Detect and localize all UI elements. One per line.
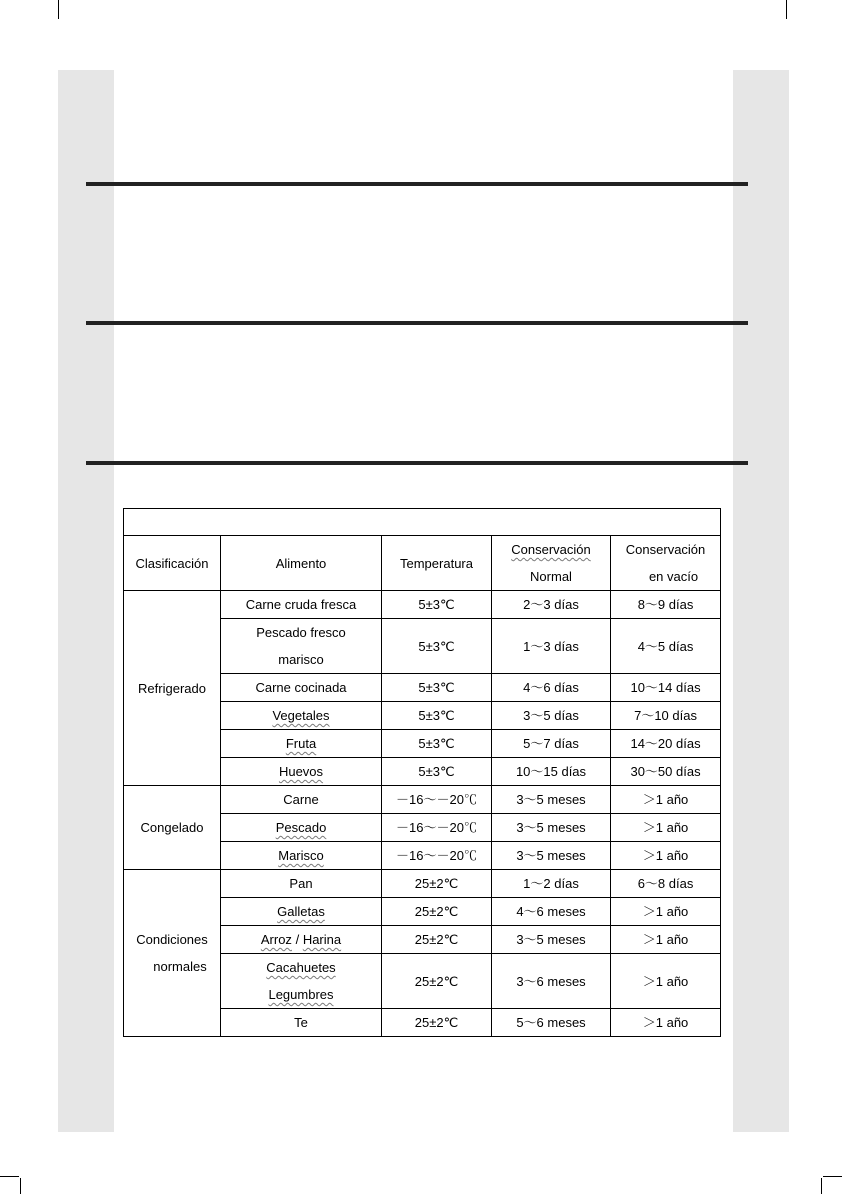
right-margin-band [733, 70, 789, 1132]
temp-cell: －16～－20℃ [382, 842, 492, 870]
temp-cell: 25±2℃ [382, 870, 492, 898]
food-cell [221, 898, 382, 926]
crop-mark-top-right [786, 0, 787, 19]
section-divider-3 [86, 461, 748, 465]
temp-cell: 25±2℃ [382, 954, 492, 1009]
food-cell [221, 758, 382, 786]
crop-mark-bottom-left [0, 1176, 19, 1177]
vacuum-cell: ＞1 año [611, 926, 721, 954]
vacuum-cell: ＞1 año [611, 786, 721, 814]
food-text: Galletas [277, 904, 325, 919]
normal-cell: 5～6 meses [492, 1009, 611, 1037]
vacuum-cell: 4～5 días [611, 619, 721, 674]
table-row [124, 591, 721, 619]
food-line1: Pescado fresco [256, 625, 346, 640]
food-cell: Pan [221, 870, 382, 898]
normal-cell: 3～5 meses [492, 786, 611, 814]
food-text: Marisco [278, 848, 324, 863]
vacuum-cell: ＞1 año [611, 898, 721, 926]
temp-cell: 25±2℃ [382, 898, 492, 926]
normal-cell: 4～6 meses [492, 898, 611, 926]
food-cell: Te [221, 1009, 382, 1037]
normal-cell: 10～15 días [492, 758, 611, 786]
normal-cell: 3～6 meses [492, 954, 611, 1009]
vacuum-cell: 6～8 días [611, 870, 721, 898]
temp-cell: 25±2℃ [382, 926, 492, 954]
header-conservacion-vacio-line1: Conservación [625, 542, 706, 557]
crop-mark-bottom-right-vertical [821, 1178, 822, 1194]
food-cell [221, 926, 382, 954]
header-conservacion-vacio-line2: en vacío [648, 569, 699, 584]
food-line2: marisco [278, 652, 324, 667]
food-cell [221, 702, 382, 730]
temp-cell: 5±3℃ [382, 730, 492, 758]
vacuum-cell: ＞1 año [611, 814, 721, 842]
normal-cell: 1～3 días [492, 619, 611, 674]
header-conservacion-normal [492, 536, 611, 591]
food-cell [221, 619, 382, 674]
table-title [124, 509, 721, 536]
food-text-part2: Harina [302, 932, 342, 947]
header-clasificacion: Clasificación [124, 536, 221, 591]
group-congelado: Congelado [124, 786, 221, 870]
temp-cell: 5±3℃ [382, 702, 492, 730]
header-conservacion-normal-line2: Normal [530, 569, 572, 584]
normal-cell: 1～2 días [492, 870, 611, 898]
temp-cell: 5±3℃ [382, 591, 492, 619]
food-cell: Carne cruda fresca [221, 591, 382, 619]
food-cell: Carne [221, 786, 382, 814]
temp-cell: 5±3℃ [382, 674, 492, 702]
vacuum-cell: ＞1 año [611, 954, 721, 1009]
temp-cell: 5±3℃ [382, 619, 492, 674]
vacuum-cell: ＞1 año [611, 1009, 721, 1037]
food-cell [221, 954, 382, 1009]
temp-cell: 5±3℃ [382, 758, 492, 786]
normal-cell: 3～5 días [492, 702, 611, 730]
temp-cell: 25±2℃ [382, 1009, 492, 1037]
header-alimento: Alimento [221, 536, 382, 591]
group-condiciones-normales [124, 870, 221, 1037]
group-refrigerado: Refrigerado [124, 591, 221, 786]
food-cell [221, 730, 382, 758]
temp-cell: －16～－20℃ [382, 814, 492, 842]
food-text-part1: Arroz [260, 932, 292, 947]
vacuum-cell: 30～50 días [611, 758, 721, 786]
header-conservacion-vacio [611, 536, 721, 591]
section-divider-1 [86, 182, 748, 186]
food-cell: Carne cocinada [221, 674, 382, 702]
normal-cell: 3～5 meses [492, 814, 611, 842]
group-line2: normales [153, 959, 207, 974]
crop-mark-top-left [58, 0, 59, 19]
food-cell [221, 842, 382, 870]
normal-cell: 4～6 días [492, 674, 611, 702]
crop-mark-bottom-left-vertical [20, 1178, 21, 1194]
left-margin-band [58, 70, 114, 1132]
food-cell [221, 814, 382, 842]
normal-cell: 3～5 meses [492, 842, 611, 870]
vacuum-cell: 8～9 días [611, 591, 721, 619]
food-text-separator: / [295, 932, 300, 947]
section-divider-2 [86, 321, 748, 325]
header-conservacion-normal-line1: Conservación [511, 542, 591, 557]
normal-cell: 5～7 días [492, 730, 611, 758]
table-header-row [124, 536, 721, 591]
food-storage-table [123, 508, 721, 1037]
food-line2: Legumbres [268, 987, 334, 1002]
normal-cell: 3～5 meses [492, 926, 611, 954]
food-text: Huevos [278, 764, 324, 779]
table-row [124, 786, 721, 814]
table-row [124, 870, 721, 898]
group-line1: Condiciones [136, 932, 208, 947]
food-line1: Cacahuetes [266, 960, 336, 975]
normal-cell: 2～3 días [492, 591, 611, 619]
vacuum-cell: 7～10 días [611, 702, 721, 730]
temp-cell: －16～－20℃ [382, 786, 492, 814]
food-text: Fruta [285, 736, 317, 751]
vacuum-cell: 10～14 días [611, 674, 721, 702]
vacuum-cell: ＞1 año [611, 842, 721, 870]
header-temperatura: Temperatura [382, 536, 492, 591]
crop-mark-bottom-right [823, 1176, 842, 1177]
food-text: Pescado [275, 820, 327, 835]
vacuum-cell: 14～20 días [611, 730, 721, 758]
food-text: Vegetales [272, 708, 330, 723]
